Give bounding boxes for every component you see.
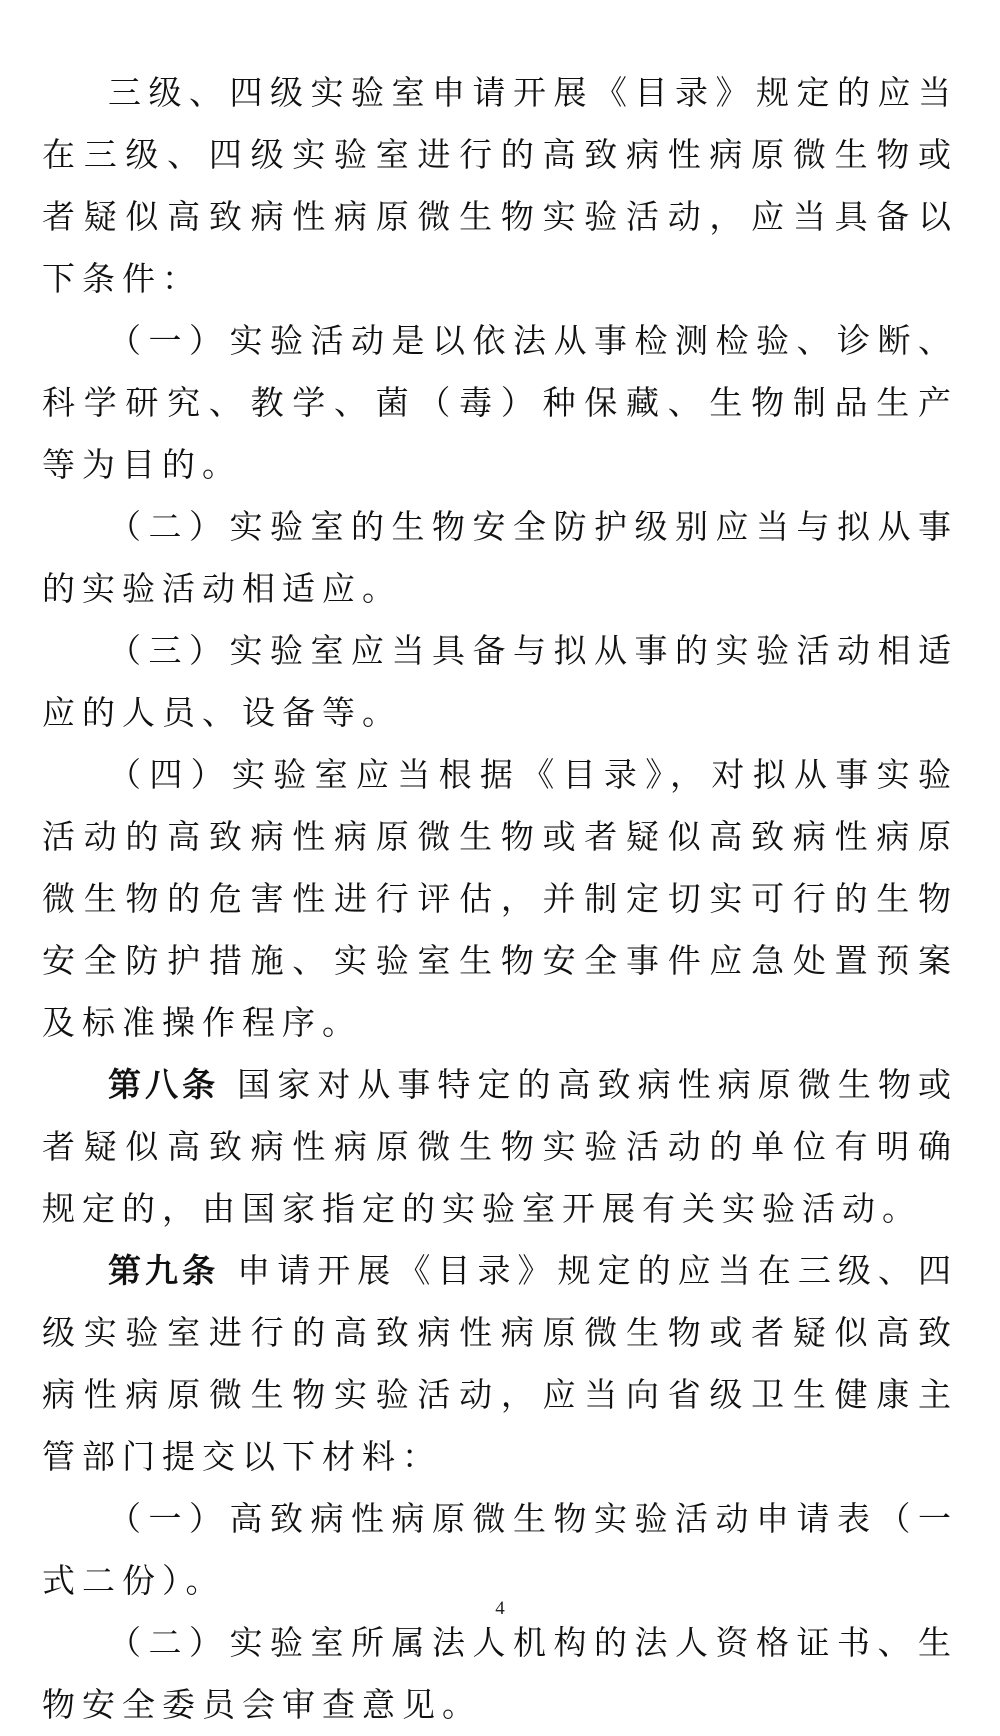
paragraph-article-8 bbox=[42, 1054, 958, 1240]
paragraph-material-1 bbox=[42, 1488, 958, 1612]
paragraph-condition-2 bbox=[42, 496, 958, 620]
paragraph-text: （二）实验室所属法人机构的法人资格证书、生物安全委员会审查意见。 bbox=[42, 1623, 958, 1724]
document-body bbox=[42, 62, 958, 1736]
paragraph-material-2 bbox=[42, 1612, 958, 1736]
paragraph-article-9 bbox=[42, 1240, 958, 1488]
paragraph-text: 国家对从事特定的高致病性病原微生物或者疑似高致病性病原微生物实验活动的单位有明确规定的，由国家指定的实验室开展有关实验活动。 bbox=[42, 1065, 959, 1228]
paragraph-text: （二）实验室的生物安全防护级别应当与拟从事的实验活动相适应。 bbox=[42, 507, 958, 608]
paragraph-text: 申请开展《目录》规定的应当在三级、四级实验室进行的高致病性病原微生物或者疑似高致病性病原微生物实验活动，应当向省级卫生健康主管部门提交以下材料： bbox=[42, 1251, 959, 1476]
paragraph-text: （三）实验室应当具备与拟从事的实验活动相适应的人员、设备等。 bbox=[42, 631, 958, 732]
paragraph-condition-4 bbox=[42, 744, 958, 1054]
paragraph-text: （一）高致病性病原微生物实验活动申请表（一式二份）。 bbox=[42, 1499, 958, 1600]
paragraph-text: 三级、四级实验室申请开展《目录》规定的应当在三级、四级实验室进行的高致病性病原微生物或者疑似高致病性病原微生物实验活动，应当具备以下条件： bbox=[42, 73, 958, 298]
paragraph-text: （一）实验活动是以依法从事检测检验、诊断、科学研究、教学、菌（毒）种保藏、生物制品生产等为目的。 bbox=[42, 321, 958, 484]
paragraph-condition-3 bbox=[42, 620, 958, 744]
page-number: 4 bbox=[495, 1598, 505, 1619]
paragraph-conditions-intro bbox=[42, 62, 958, 310]
paragraph-condition-1 bbox=[42, 310, 958, 496]
article-heading: 第八条 bbox=[108, 1065, 220, 1104]
article-heading: 第九条 bbox=[108, 1251, 220, 1290]
paragraph-text: （四）实验室应当根据《目录》，对拟从事实验活动的高致病性病原微生物或者疑似高致病性病原微生物的危害性进行评估，并制定切实可行的生物安全防护措施、实验室生物安全事件应急处置预案及标准操作程序。 bbox=[42, 755, 958, 1042]
